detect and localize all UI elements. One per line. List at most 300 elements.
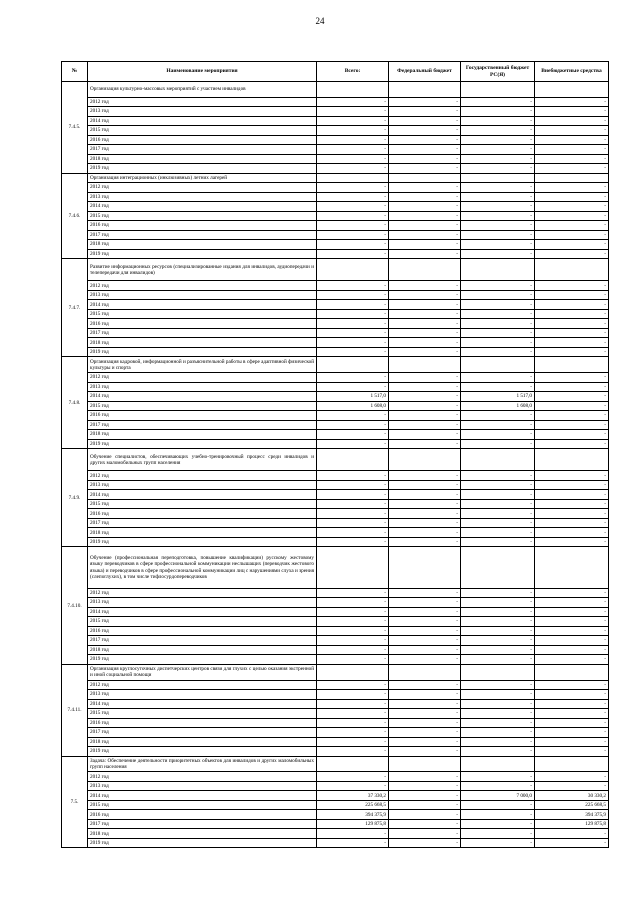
year-cell: 2013 год bbox=[88, 781, 317, 791]
table-row bbox=[62, 145, 609, 155]
year-cell: 2018 год bbox=[88, 430, 317, 440]
total-cell: - bbox=[317, 680, 389, 690]
total-cell: - bbox=[317, 281, 389, 291]
total-cell: - bbox=[317, 319, 389, 329]
year-cell: 2013 год bbox=[88, 382, 317, 392]
extrabudgetary-cell: - bbox=[535, 430, 609, 440]
state-cell: - bbox=[461, 309, 535, 319]
federal-cell: - bbox=[389, 154, 461, 164]
extrabudgetary-cell: - bbox=[535, 636, 609, 646]
state-cell: - bbox=[461, 430, 535, 440]
year-cell: 2016 год bbox=[88, 810, 317, 820]
extrabudgetary-cell: 225 668,5 bbox=[535, 800, 609, 810]
total-cell: - bbox=[317, 471, 389, 481]
extrabudgetary-cell: - bbox=[535, 411, 609, 421]
empty-cell bbox=[317, 357, 389, 373]
total-cell: - bbox=[317, 97, 389, 107]
extrabudgetary-cell: - bbox=[535, 617, 609, 627]
federal-cell: - bbox=[389, 300, 461, 310]
total-cell: 394 375,9 bbox=[317, 810, 389, 820]
state-cell: 7 000,0 bbox=[461, 791, 535, 801]
year-cell: 2014 год bbox=[88, 202, 317, 212]
year-cell: 2017 год bbox=[88, 230, 317, 240]
federal-cell: - bbox=[389, 192, 461, 202]
empty-cell bbox=[317, 259, 389, 281]
year-cell: 2013 год bbox=[88, 107, 317, 117]
federal-cell: - bbox=[389, 588, 461, 598]
federal-cell: - bbox=[389, 126, 461, 136]
empty-cell bbox=[389, 259, 461, 281]
state-cell: - bbox=[461, 249, 535, 259]
federal-cell: - bbox=[389, 230, 461, 240]
extrabudgetary-cell: - bbox=[535, 509, 609, 519]
state-cell: 1 608,0 bbox=[461, 401, 535, 411]
federal-cell: - bbox=[389, 819, 461, 829]
section-code: 7.4.6. bbox=[62, 173, 88, 259]
table-row bbox=[62, 164, 609, 174]
state-cell: - bbox=[461, 202, 535, 212]
extrabudgetary-cell: - bbox=[535, 626, 609, 636]
total-cell: - bbox=[317, 781, 389, 791]
table-row bbox=[62, 221, 609, 231]
table-row bbox=[62, 728, 609, 738]
table-row bbox=[62, 411, 609, 421]
year-cell: 2015 год bbox=[88, 800, 317, 810]
table-row bbox=[62, 737, 609, 747]
year-cell: 2019 год bbox=[88, 164, 317, 174]
table-row bbox=[62, 211, 609, 221]
empty-cell bbox=[461, 449, 535, 471]
year-cell: 2017 год bbox=[88, 819, 317, 829]
state-cell: 1 517,0 bbox=[461, 392, 535, 402]
extrabudgetary-cell: 129 875,8 bbox=[535, 819, 609, 829]
extrabudgetary-cell: - bbox=[535, 401, 609, 411]
year-cell: 2012 год bbox=[88, 471, 317, 481]
table-row bbox=[62, 300, 609, 310]
table-row bbox=[62, 810, 609, 820]
state-cell: - bbox=[461, 588, 535, 598]
section-title-row bbox=[62, 82, 609, 98]
state-cell: - bbox=[461, 338, 535, 348]
extrabudgetary-cell: - bbox=[535, 728, 609, 738]
empty-cell bbox=[389, 547, 461, 588]
extrabudgetary-cell: 30 330,2 bbox=[535, 791, 609, 801]
total-cell: - bbox=[317, 135, 389, 145]
total-cell: - bbox=[317, 490, 389, 500]
federal-cell: - bbox=[389, 617, 461, 627]
state-cell: - bbox=[461, 154, 535, 164]
extrabudgetary-cell: - bbox=[535, 107, 609, 117]
year-cell: 2016 год bbox=[88, 718, 317, 728]
empty-cell bbox=[389, 449, 461, 471]
empty-cell bbox=[389, 664, 461, 680]
empty-cell bbox=[389, 173, 461, 183]
year-cell: 2017 год bbox=[88, 420, 317, 430]
state-cell: - bbox=[461, 328, 535, 338]
year-cell: 2012 год bbox=[88, 680, 317, 690]
extrabudgetary-cell: - bbox=[535, 499, 609, 509]
federal-cell: - bbox=[389, 97, 461, 107]
federal-cell: - bbox=[389, 430, 461, 440]
year-cell: 2012 год bbox=[88, 183, 317, 193]
table-row bbox=[62, 709, 609, 719]
table-row bbox=[62, 718, 609, 728]
federal-cell: - bbox=[389, 690, 461, 700]
table-row bbox=[62, 588, 609, 598]
header-number: № bbox=[62, 62, 88, 82]
table-row bbox=[62, 617, 609, 627]
table-row bbox=[62, 202, 609, 212]
section-title-row bbox=[62, 756, 609, 772]
federal-cell: - bbox=[389, 281, 461, 291]
state-cell: - bbox=[461, 145, 535, 155]
total-cell: - bbox=[317, 347, 389, 357]
table-row bbox=[62, 680, 609, 690]
year-cell: 2019 год bbox=[88, 249, 317, 259]
extrabudgetary-cell: - bbox=[535, 116, 609, 126]
year-cell: 2019 год bbox=[88, 537, 317, 547]
state-cell: - bbox=[461, 598, 535, 608]
section-title-row bbox=[62, 664, 609, 680]
extrabudgetary-cell: - bbox=[535, 126, 609, 136]
total-cell: - bbox=[317, 528, 389, 538]
total-cell: - bbox=[317, 382, 389, 392]
federal-cell: - bbox=[389, 528, 461, 538]
total-cell: - bbox=[317, 230, 389, 240]
year-cell: 2016 год bbox=[88, 626, 317, 636]
extrabudgetary-cell: - bbox=[535, 737, 609, 747]
total-cell: - bbox=[317, 411, 389, 421]
table-row bbox=[62, 490, 609, 500]
empty-cell bbox=[535, 664, 609, 680]
header-total: Всего: bbox=[317, 62, 389, 82]
state-cell: - bbox=[461, 528, 535, 538]
state-cell: - bbox=[461, 480, 535, 490]
year-cell: 2012 год bbox=[88, 373, 317, 383]
federal-cell: - bbox=[389, 791, 461, 801]
year-cell: 2017 год bbox=[88, 328, 317, 338]
state-cell: - bbox=[461, 211, 535, 221]
state-cell: - bbox=[461, 680, 535, 690]
total-cell: - bbox=[317, 240, 389, 250]
extrabudgetary-cell: - bbox=[535, 528, 609, 538]
federal-cell: - bbox=[389, 781, 461, 791]
federal-cell: - bbox=[389, 164, 461, 174]
extrabudgetary-cell: - bbox=[535, 164, 609, 174]
total-cell: - bbox=[317, 480, 389, 490]
year-cell: 2012 год bbox=[88, 588, 317, 598]
year-cell: 2016 год bbox=[88, 221, 317, 231]
total-cell: - bbox=[317, 772, 389, 782]
year-cell: 2013 год bbox=[88, 192, 317, 202]
extrabudgetary-cell: - bbox=[535, 154, 609, 164]
table-row bbox=[62, 626, 609, 636]
year-cell: 2018 год bbox=[88, 645, 317, 655]
year-cell: 2016 год bbox=[88, 319, 317, 329]
extrabudgetary-cell: - bbox=[535, 347, 609, 357]
year-cell: 2013 год bbox=[88, 290, 317, 300]
empty-cell bbox=[535, 756, 609, 772]
total-cell: 37 330,2 bbox=[317, 791, 389, 801]
year-cell: 2017 год bbox=[88, 518, 317, 528]
table-row bbox=[62, 791, 609, 801]
state-cell: - bbox=[461, 183, 535, 193]
extrabudgetary-cell: - bbox=[535, 249, 609, 259]
total-cell: - bbox=[317, 183, 389, 193]
state-cell: - bbox=[461, 192, 535, 202]
total-cell: - bbox=[317, 617, 389, 627]
state-cell: - bbox=[461, 126, 535, 136]
extrabudgetary-cell: - bbox=[535, 211, 609, 221]
federal-cell: - bbox=[389, 211, 461, 221]
year-cell: 2017 год bbox=[88, 728, 317, 738]
state-cell: - bbox=[461, 319, 535, 329]
section-title-row bbox=[62, 449, 609, 471]
total-cell: - bbox=[317, 747, 389, 757]
state-cell: - bbox=[461, 439, 535, 449]
total-cell: - bbox=[317, 518, 389, 528]
state-cell: - bbox=[461, 97, 535, 107]
year-cell: 2018 год bbox=[88, 737, 317, 747]
empty-cell bbox=[535, 173, 609, 183]
extrabudgetary-cell: - bbox=[535, 829, 609, 839]
empty-cell bbox=[535, 357, 609, 373]
section-code: 7.4.10. bbox=[62, 547, 88, 664]
federal-cell: - bbox=[389, 607, 461, 617]
year-cell: 2019 год bbox=[88, 655, 317, 665]
total-cell: - bbox=[317, 499, 389, 509]
federal-cell: - bbox=[389, 145, 461, 155]
extrabudgetary-cell: - bbox=[535, 420, 609, 430]
federal-cell: - bbox=[389, 183, 461, 193]
year-cell: 2015 год bbox=[88, 401, 317, 411]
table-row bbox=[62, 107, 609, 117]
table-row bbox=[62, 509, 609, 519]
federal-cell: - bbox=[389, 499, 461, 509]
extrabudgetary-cell: - bbox=[535, 518, 609, 528]
state-cell: - bbox=[461, 221, 535, 231]
extrabudgetary-cell: - bbox=[535, 328, 609, 338]
table-row bbox=[62, 800, 609, 810]
extrabudgetary-cell: - bbox=[535, 230, 609, 240]
year-cell: 2015 год bbox=[88, 617, 317, 627]
year-cell: 2014 год bbox=[88, 791, 317, 801]
state-cell: - bbox=[461, 518, 535, 528]
table-row bbox=[62, 518, 609, 528]
federal-cell: - bbox=[389, 810, 461, 820]
empty-cell bbox=[389, 756, 461, 772]
total-cell: - bbox=[317, 838, 389, 848]
state-cell: - bbox=[461, 382, 535, 392]
year-cell: 2019 год bbox=[88, 439, 317, 449]
section-title: Организация кадровой, информационной и разъяснительной работы в сфере адаптивной физической культуры и спорта bbox=[88, 357, 317, 373]
year-cell: 2014 год bbox=[88, 116, 317, 126]
table-row bbox=[62, 645, 609, 655]
table-row bbox=[62, 781, 609, 791]
section-code: 7.4.11. bbox=[62, 664, 88, 756]
federal-cell: - bbox=[389, 829, 461, 839]
empty-cell bbox=[535, 547, 609, 588]
year-cell: 2012 год bbox=[88, 281, 317, 291]
table-row bbox=[62, 607, 609, 617]
year-cell: 2014 год bbox=[88, 607, 317, 617]
section-code: 7.4.7. bbox=[62, 259, 88, 357]
extrabudgetary-cell: - bbox=[535, 718, 609, 728]
year-cell: 2018 год bbox=[88, 154, 317, 164]
year-cell: 2015 год bbox=[88, 709, 317, 719]
total-cell: - bbox=[317, 430, 389, 440]
federal-cell: - bbox=[389, 135, 461, 145]
section-code: 7.5. bbox=[62, 756, 88, 848]
total-cell: 225 668,5 bbox=[317, 800, 389, 810]
federal-cell: - bbox=[389, 202, 461, 212]
header-activity-name: Наименование мероприятия bbox=[88, 62, 317, 82]
state-cell: - bbox=[461, 636, 535, 646]
federal-cell: - bbox=[389, 800, 461, 810]
state-cell: - bbox=[461, 290, 535, 300]
empty-cell bbox=[535, 82, 609, 98]
extrabudgetary-cell: - bbox=[535, 192, 609, 202]
extrabudgetary-cell: - bbox=[535, 607, 609, 617]
extrabudgetary-cell: - bbox=[535, 747, 609, 757]
federal-cell: - bbox=[389, 373, 461, 383]
total-cell: - bbox=[317, 509, 389, 519]
table-row bbox=[62, 373, 609, 383]
table-row bbox=[62, 480, 609, 490]
section-title: Организация круглосуточных диспетчерских центров связи для глухих с целью оказания экстренной и иной социальной помощи bbox=[88, 664, 317, 680]
state-cell: - bbox=[461, 135, 535, 145]
state-cell: - bbox=[461, 490, 535, 500]
year-cell: 2015 год bbox=[88, 126, 317, 136]
table-row bbox=[62, 281, 609, 291]
total-cell: - bbox=[317, 290, 389, 300]
section-title: Обучение (профессиональная переподготовка, повышение квалификации) русскому жестовому языку переводчиков в сфере профессиональной коммуникации неслышащих (переводчик жестового языка) и переводчиков в сфере профессиональной коммуникации лиц с нарушениями слуха и зрения (слепоглухих), в том числе тифлосурдопереводчиков bbox=[88, 547, 317, 588]
year-cell: 2012 год bbox=[88, 772, 317, 782]
table-row bbox=[62, 471, 609, 481]
table-row bbox=[62, 401, 609, 411]
state-cell: - bbox=[461, 829, 535, 839]
total-cell: - bbox=[317, 626, 389, 636]
federal-cell: - bbox=[389, 471, 461, 481]
table-row bbox=[62, 135, 609, 145]
total-cell: - bbox=[317, 300, 389, 310]
table-row bbox=[62, 439, 609, 449]
state-cell: - bbox=[461, 537, 535, 547]
empty-cell bbox=[317, 82, 389, 98]
extrabudgetary-cell: - bbox=[535, 588, 609, 598]
total-cell: - bbox=[317, 655, 389, 665]
total-cell: - bbox=[317, 145, 389, 155]
extrabudgetary-cell: - bbox=[535, 680, 609, 690]
federal-cell: - bbox=[389, 645, 461, 655]
total-cell: - bbox=[317, 221, 389, 231]
extrabudgetary-cell: - bbox=[535, 655, 609, 665]
year-cell: 2016 год bbox=[88, 411, 317, 421]
federal-cell: - bbox=[389, 290, 461, 300]
state-cell: - bbox=[461, 509, 535, 519]
empty-cell bbox=[461, 173, 535, 183]
total-cell: - bbox=[317, 192, 389, 202]
table-row bbox=[62, 97, 609, 107]
federal-cell: - bbox=[389, 338, 461, 348]
federal-cell: - bbox=[389, 401, 461, 411]
table-row bbox=[62, 290, 609, 300]
table-row bbox=[62, 528, 609, 538]
total-cell: - bbox=[317, 728, 389, 738]
state-cell: - bbox=[461, 230, 535, 240]
empty-cell bbox=[461, 664, 535, 680]
year-cell: 2014 год bbox=[88, 490, 317, 500]
state-cell: - bbox=[461, 655, 535, 665]
section-title: Организация интеграционных (инклюзивных) летних лагерей bbox=[88, 173, 317, 183]
table-row bbox=[62, 690, 609, 700]
table-row bbox=[62, 598, 609, 608]
state-cell: - bbox=[461, 800, 535, 810]
header-federal-budget: Федеральный бюджет bbox=[389, 62, 461, 82]
federal-cell: - bbox=[389, 709, 461, 719]
total-cell: - bbox=[317, 249, 389, 259]
federal-cell: - bbox=[389, 490, 461, 500]
state-cell: - bbox=[461, 116, 535, 126]
year-cell: 2015 год bbox=[88, 309, 317, 319]
table-row bbox=[62, 537, 609, 547]
year-cell: 2018 год bbox=[88, 829, 317, 839]
total-cell: 129 875,8 bbox=[317, 819, 389, 829]
total-cell: - bbox=[317, 588, 389, 598]
total-cell: - bbox=[317, 164, 389, 174]
federal-cell: - bbox=[389, 598, 461, 608]
empty-cell bbox=[461, 547, 535, 588]
extrabudgetary-cell: - bbox=[535, 240, 609, 250]
total-cell: - bbox=[317, 690, 389, 700]
federal-cell: - bbox=[389, 347, 461, 357]
state-cell: - bbox=[461, 718, 535, 728]
table-row bbox=[62, 249, 609, 259]
total-cell: 1 517,0 bbox=[317, 392, 389, 402]
section-title-row bbox=[62, 547, 609, 588]
empty-cell bbox=[535, 449, 609, 471]
total-cell: - bbox=[317, 718, 389, 728]
extrabudgetary-cell: 394 375,9 bbox=[535, 810, 609, 820]
section-title: Организация культурно-массовых мероприятий с участием инвалидов bbox=[88, 82, 317, 98]
section-code: 7.4.5. bbox=[62, 82, 88, 174]
federal-cell: - bbox=[389, 718, 461, 728]
extrabudgetary-cell: - bbox=[535, 471, 609, 481]
section-title: Развитие информационных ресурсов (специализированные издания для инвалидов, аудиопередачи и телепередачи для инвалидов) bbox=[88, 259, 317, 281]
table-row bbox=[62, 126, 609, 136]
table-header-row bbox=[62, 62, 609, 82]
federal-cell: - bbox=[389, 439, 461, 449]
year-cell: 2017 год bbox=[88, 145, 317, 155]
extrabudgetary-cell: - bbox=[535, 439, 609, 449]
year-cell: 2019 год bbox=[88, 347, 317, 357]
budget-table bbox=[61, 61, 609, 848]
federal-cell: - bbox=[389, 509, 461, 519]
extrabudgetary-cell: - bbox=[535, 338, 609, 348]
federal-cell: - bbox=[389, 737, 461, 747]
year-cell: 2013 год bbox=[88, 480, 317, 490]
state-cell: - bbox=[461, 300, 535, 310]
federal-cell: - bbox=[389, 309, 461, 319]
total-cell: - bbox=[317, 107, 389, 117]
section-title-row bbox=[62, 259, 609, 281]
total-cell: - bbox=[317, 607, 389, 617]
state-cell: - bbox=[461, 347, 535, 357]
year-cell: 2012 год bbox=[88, 97, 317, 107]
total-cell: - bbox=[317, 737, 389, 747]
total-cell: - bbox=[317, 439, 389, 449]
extrabudgetary-cell: - bbox=[535, 97, 609, 107]
